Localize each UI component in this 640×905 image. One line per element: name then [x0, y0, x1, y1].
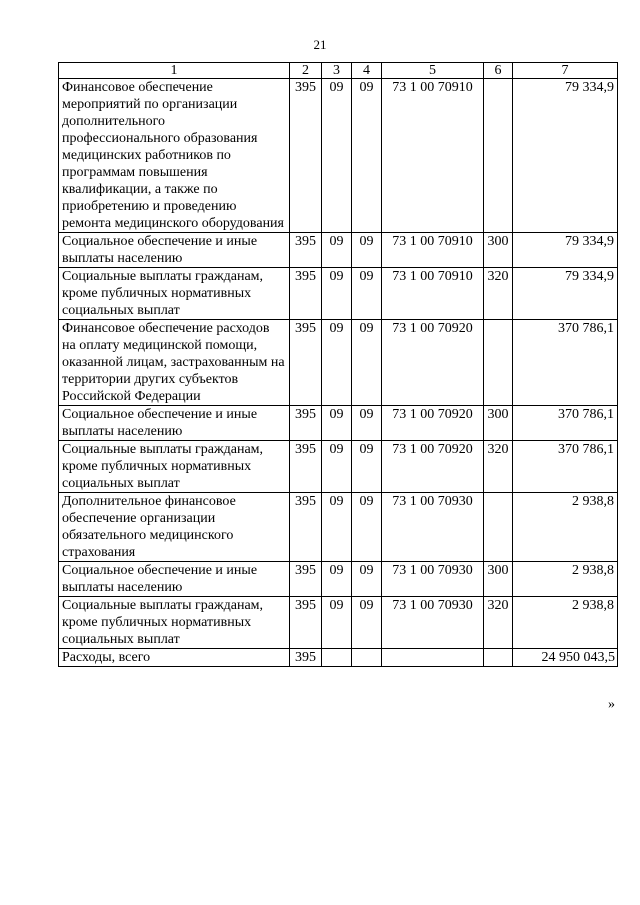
header-col-3: 3: [322, 63, 352, 79]
header-col-5: 5: [382, 63, 484, 79]
table-row: [59, 562, 618, 597]
header-col-4: 4: [352, 63, 382, 79]
total-empty-cell: [484, 649, 513, 667]
row-section-code: 09: [322, 562, 352, 597]
header-col-7: 7: [513, 63, 618, 79]
row-subsection-code: 09: [352, 268, 382, 320]
row-name: Социальные выплаты гражданам, кроме публичных нормативных социальных выплат: [59, 597, 290, 649]
row-section-code: 09: [322, 268, 352, 320]
row-ministry-code: 395: [290, 268, 322, 320]
row-ministry-code: 395: [290, 562, 322, 597]
table-header-row: [59, 63, 618, 79]
header-col-1: 1: [59, 63, 290, 79]
row-ministry-code: 395: [290, 320, 322, 406]
row-name: Финансовое обеспечение расходов на оплату медицинской помощи, оказанной лицам, застрахованным на территории других субъектов Российской Федерации: [59, 320, 290, 406]
row-expense-type: 320: [484, 441, 513, 493]
row-target-item: 73 1 00 70910: [382, 79, 484, 233]
row-expense-type: 320: [484, 268, 513, 320]
row-target-item: 73 1 00 70920: [382, 441, 484, 493]
total-empty-cell: [382, 649, 484, 667]
row-target-item: 73 1 00 70920: [382, 406, 484, 441]
row-section-code: 09: [322, 441, 352, 493]
row-amount: 2 938,8: [513, 562, 618, 597]
row-section-code: 09: [322, 406, 352, 441]
row-section-code: 09: [322, 233, 352, 268]
row-amount: 370 786,1: [513, 406, 618, 441]
header-col-2: 2: [290, 63, 322, 79]
row-amount: 370 786,1: [513, 320, 618, 406]
row-name: Социальные выплаты гражданам, кроме публичных нормативных социальных выплат: [59, 268, 290, 320]
table-row: [59, 79, 618, 233]
row-amount: 79 334,9: [513, 233, 618, 268]
table-row: [59, 441, 618, 493]
row-expense-type: 300: [484, 233, 513, 268]
row-name: Социальное обеспечение и иные выплаты населению: [59, 406, 290, 441]
row-expense-type: [484, 493, 513, 562]
table-row: [59, 320, 618, 406]
total-label: Расходы, всего: [59, 649, 290, 667]
table-row: [59, 493, 618, 562]
row-target-item: 73 1 00 70930: [382, 493, 484, 562]
row-section-code: 09: [322, 320, 352, 406]
budget-expenditure-table: [58, 62, 618, 667]
table-row: [59, 597, 618, 649]
row-name: Дополнительное финансовое обеспечение организации обязательного медицинского страхования: [59, 493, 290, 562]
row-subsection-code: 09: [352, 493, 382, 562]
table-row: [59, 268, 618, 320]
row-amount: 79 334,9: [513, 268, 618, 320]
page-number: 21: [313, 37, 327, 52]
header-col-6: 6: [484, 63, 513, 79]
row-name: Социальные выплаты гражданам, кроме публичных нормативных социальных выплат: [59, 441, 290, 493]
total-amount: 24 950 043,5: [513, 649, 618, 667]
row-subsection-code: 09: [352, 320, 382, 406]
row-expense-type: 300: [484, 562, 513, 597]
row-amount: 2 938,8: [513, 597, 618, 649]
row-section-code: 09: [322, 79, 352, 233]
row-expense-type: 300: [484, 406, 513, 441]
row-name: Социальное обеспечение и иные выплаты населению: [59, 562, 290, 597]
row-subsection-code: 09: [352, 79, 382, 233]
row-ministry-code: 395: [290, 441, 322, 493]
row-expense-type: 320: [484, 597, 513, 649]
total-empty-cell: [352, 649, 382, 667]
row-subsection-code: 09: [352, 562, 382, 597]
row-subsection-code: 09: [352, 597, 382, 649]
total-empty-cell: [322, 649, 352, 667]
row-subsection-code: 09: [352, 441, 382, 493]
row-target-item: 73 1 00 70910: [382, 233, 484, 268]
closing-quote-mark: »: [608, 697, 615, 712]
row-target-item: 73 1 00 70920: [382, 320, 484, 406]
row-amount: 370 786,1: [513, 441, 618, 493]
row-target-item: 73 1 00 70910: [382, 268, 484, 320]
row-amount: 79 334,9: [513, 79, 618, 233]
row-name: Социальное обеспечение и иные выплаты населению: [59, 233, 290, 268]
table-row: [59, 233, 618, 268]
row-ministry-code: 395: [290, 406, 322, 441]
row-ministry-code: 395: [290, 79, 322, 233]
row-name: Финансовое обеспечение мероприятий по организации дополнительного профессионального образования медицинских работников по программам повышения квалификации, а также по приобретению и проведению ремонта медицинского оборудования: [59, 79, 290, 233]
row-expense-type: [484, 320, 513, 406]
row-target-item: 73 1 00 70930: [382, 597, 484, 649]
row-amount: 2 938,8: [513, 493, 618, 562]
total-ministry-code: 395: [290, 649, 322, 667]
table-row: [59, 406, 618, 441]
row-target-item: 73 1 00 70930: [382, 562, 484, 597]
row-section-code: 09: [322, 597, 352, 649]
row-subsection-code: 09: [352, 233, 382, 268]
row-expense-type: [484, 79, 513, 233]
row-ministry-code: 395: [290, 493, 322, 562]
total-row: [59, 649, 618, 667]
row-ministry-code: 395: [290, 233, 322, 268]
row-ministry-code: 395: [290, 597, 322, 649]
row-subsection-code: 09: [352, 406, 382, 441]
row-section-code: 09: [322, 493, 352, 562]
